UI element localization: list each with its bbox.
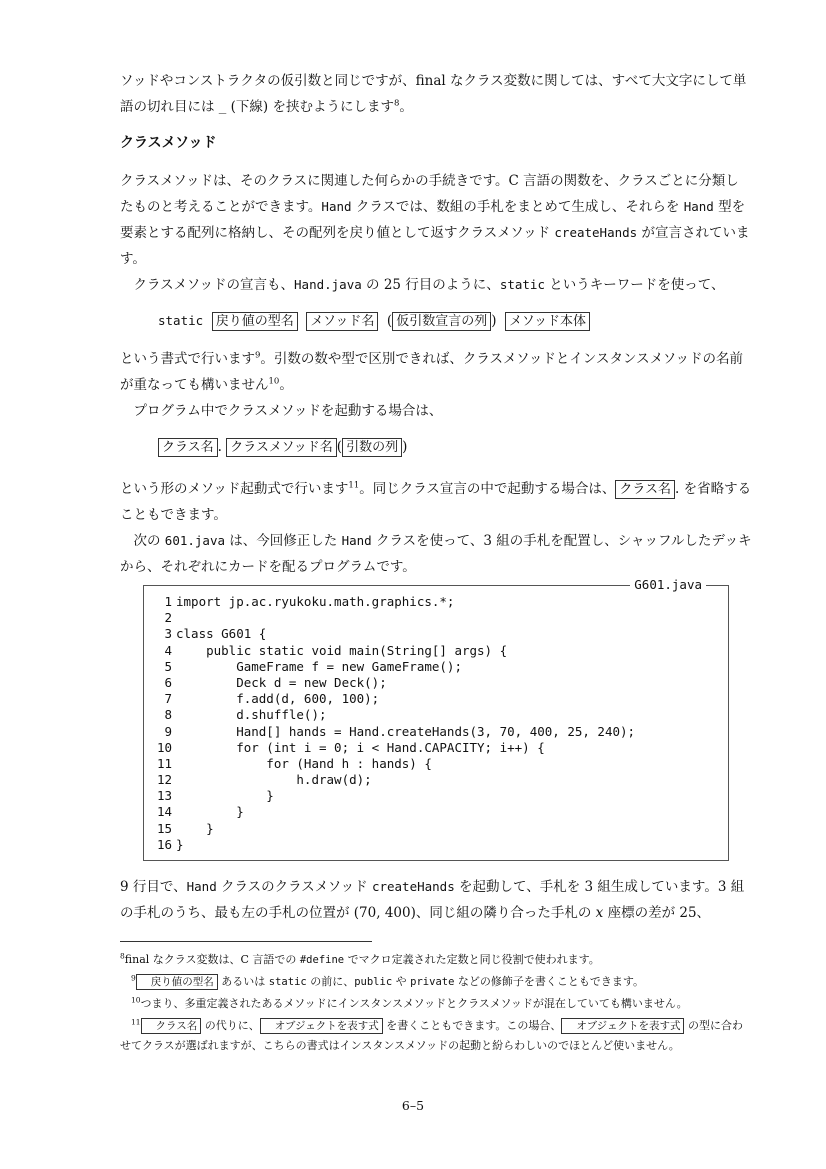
- line-number: 9: [164, 723, 172, 739]
- explanation-paragraph: [120, 874, 752, 926]
- code-text: for (Hand h : hands) {: [176, 755, 432, 771]
- format-paragraph: [120, 346, 752, 398]
- footnote-8-text-2: でマクロ定義された定数と同じ役割で使われます。: [344, 953, 600, 966]
- p7-text-1: 9 行目で、: [120, 879, 187, 895]
- footnote-11-text-1: の代りに、: [201, 1019, 260, 1032]
- open-paren-2: (: [336, 439, 343, 455]
- code-text: for (int i = 0; i < Hand.CAPACITY; i++) {: [176, 739, 545, 755]
- close-paren: ): [491, 313, 497, 329]
- line-number: 1: [164, 594, 172, 609]
- intro-text-2: (下線) を挟むようにします: [226, 99, 394, 115]
- p3-text-1: という書式で行います: [120, 351, 255, 367]
- p1-code-1: Hand: [321, 199, 352, 214]
- code-line: [150, 756, 635, 772]
- line-number: 14: [156, 804, 172, 820]
- line-number: 7: [164, 691, 172, 707]
- p7-text-4: 座標の差が 25、: [603, 905, 711, 921]
- code-line: [150, 740, 635, 756]
- code-line: [150, 821, 635, 837]
- p2-code-1: Hand.java: [294, 277, 362, 292]
- code-line: [150, 837, 635, 853]
- footnote-8: [120, 950, 752, 970]
- line-number: 2: [164, 610, 172, 626]
- footnote-9-text-3: や: [392, 975, 411, 988]
- invocation-paragraph: [120, 476, 752, 528]
- p1-text-3: 型を要素とする配列に格納し、その配列を戻り値として返すクラスメソッド: [120, 199, 746, 241]
- method-body-box: メソッド本体: [505, 312, 590, 331]
- code-text: f.add(d, 600, 100);: [176, 691, 380, 707]
- return-type-box: 戻り値の型名: [212, 312, 298, 331]
- p1-text-1: クラスメソッドは、そのクラスに関連した何らかの手続きです。C 言語の関数を、クラスごとに分類したものと考えることができます。: [120, 173, 739, 215]
- method-name-box: メソッド名: [306, 312, 378, 331]
- underscore-char: _: [218, 99, 227, 114]
- code-text: }: [176, 836, 184, 852]
- p6-text-3: クラスを使って、3 組の手札を配置し、シャッフルしたデッキから、それぞれにカードを配るプログラムです。: [120, 533, 752, 575]
- x-variable: x: [595, 905, 604, 921]
- code-line: [150, 788, 635, 804]
- code-line: [150, 610, 635, 626]
- line-number: 11: [156, 755, 172, 771]
- p2-text-1: クラスメソッドの宣言も、: [133, 277, 295, 293]
- invocation-syntax: [158, 438, 407, 457]
- p5-text-2: 。同じクラス宣言の中で起動する場合は、: [359, 481, 616, 497]
- footnote-11-text-3: の型に合わせてクラスが選ばれますが、こちらの書式はインスタンスメソッドの起動と紛らわしいのでほとんど使いません。: [120, 1019, 743, 1052]
- p1-code-3: createHands: [554, 225, 638, 240]
- p7-code-1: Hand: [186, 879, 217, 894]
- footnote-8-text-1: final なクラス変数は、C 言語での: [124, 953, 300, 966]
- footnote-11: [120, 1016, 752, 1056]
- p6-text-2: は、今回修正した: [225, 533, 342, 549]
- p3-text-2: 。引数の数や型で区別できれば、クラスメソッドとインスタンスメソッドの名前が重なっても構いません: [120, 351, 744, 393]
- p7-code-2: createHands: [371, 879, 455, 894]
- class-method-name-box: クラスメソッド名: [226, 438, 337, 457]
- code-line: [150, 772, 635, 788]
- code-text: }: [176, 820, 214, 836]
- code-line: [150, 804, 635, 820]
- footnote-ref-10[interactable]: 10: [268, 376, 280, 387]
- p1-text-2: クラスでは、数組の手札をまとめて生成し、それらを: [351, 199, 684, 215]
- intro-paragraph: [120, 68, 752, 120]
- line-number: 15: [156, 820, 172, 836]
- code-text: d.shuffle();: [176, 707, 327, 723]
- p5-text-3: . を省略することもできます。: [120, 481, 752, 523]
- footnote-9-code-2: public: [354, 976, 393, 988]
- declaration-paragraph: [120, 272, 752, 298]
- p2-code-2: static: [499, 277, 545, 292]
- line-number: 12: [156, 772, 172, 788]
- code-line: [150, 626, 635, 642]
- footnote-8-number: 8: [120, 951, 125, 961]
- param-list-box: 仮引数宣言の列: [392, 312, 491, 331]
- static-keyword: static: [158, 313, 204, 328]
- code-lines: [150, 594, 635, 853]
- invocation-intro: プログラム中でクラスメソッドを起動する場合は、: [133, 403, 443, 419]
- footnote-9-number: 9: [131, 973, 136, 983]
- footnote-11-text-2: を書くこともできます。この場合、: [382, 1019, 562, 1032]
- p6-code-2: Hand: [341, 533, 372, 548]
- code-text: Hand[] hands = Hand.createHands(3, 70, 400, 25, 240);: [176, 723, 636, 739]
- code-text: }: [176, 804, 244, 820]
- p1-code-2: Hand: [683, 199, 714, 214]
- line-number: 10: [156, 739, 172, 755]
- footnote-9-code-1: static: [268, 976, 307, 988]
- code-text: }: [176, 788, 274, 804]
- code-line: [150, 675, 635, 691]
- p7-text-2: クラスのクラスメソッド: [216, 879, 372, 895]
- open-paren: (: [386, 313, 393, 329]
- footnote-ref-8[interactable]: 8: [393, 98, 400, 109]
- footnote-ref-11[interactable]: 11: [348, 480, 360, 491]
- intro-text-1: ソッドやコンストラクタの仮引数と同じですが、final なクラス変数に関しては、すべて大文字にして単語の切れ目には: [120, 73, 747, 115]
- class-name-box: クラス名: [158, 438, 218, 457]
- footnote-9-text-4: などの修飾子を書くこともできます。: [454, 975, 645, 988]
- intro-text-3: 。: [399, 99, 413, 115]
- footnote-10: [120, 994, 752, 1014]
- footnote-11-number: 11: [131, 1017, 141, 1027]
- declaration-syntax: [158, 312, 590, 331]
- p2-text-3: というキーワードを使って、: [544, 277, 725, 293]
- footnote-9: [120, 972, 752, 992]
- footnote-11-box-1: クラス名: [141, 1018, 202, 1034]
- footnote-11-box-2: オブジェクトを表す式: [260, 1018, 383, 1034]
- program-intro-paragraph: [120, 528, 752, 580]
- close-paren-2: ): [402, 439, 408, 455]
- code-text: public static void main(String[] args) {: [176, 642, 508, 658]
- class-method-paragraph: [120, 168, 752, 272]
- p6-text-1: 次の: [133, 533, 165, 549]
- footnote-10-number: 10: [131, 995, 141, 1005]
- footnote-rule: [120, 941, 372, 942]
- code-text: GameFrame f = new GameFrame();: [176, 658, 462, 674]
- p2-text-2: の 25 行目のように、: [361, 277, 500, 293]
- footnote-11-box-3: オブジェクトを表す式: [561, 1018, 684, 1034]
- code-listing-title: G601.java: [630, 577, 706, 593]
- section-heading: クラスメソッド: [120, 135, 217, 151]
- dot: .: [217, 439, 222, 455]
- footnote-ref-9[interactable]: 9: [255, 350, 261, 361]
- p6-code-1: 601.java: [164, 533, 226, 548]
- line-number: 4: [164, 642, 172, 658]
- p5-text-1: という形のメソッド起動式で行います: [120, 481, 349, 497]
- class-name-box-inline: クラス名: [615, 480, 675, 499]
- footnote-8-code: #define: [299, 954, 345, 966]
- footnote-10-text: つまり、多重定義されたあるメソッドにインスタンスメソッドとクラスメソッドが混在していても構いません。: [140, 997, 688, 1010]
- footnote-9-text-2: の前に、: [306, 975, 355, 988]
- footnote-9-code-3: private: [410, 976, 455, 988]
- footnote-9-box: 戻り値の型名: [136, 974, 218, 990]
- code-text: Deck d = new Deck();: [176, 674, 387, 690]
- p1-text-4: が宣言されています。: [120, 225, 750, 267]
- line-number: 5: [164, 658, 172, 674]
- line-number: 16: [156, 836, 172, 852]
- arg-list-box: 引数の列: [342, 438, 402, 457]
- line-number: 3: [164, 626, 172, 642]
- code-text: h.draw(d);: [176, 772, 372, 788]
- code-line: [150, 707, 635, 723]
- line-number: 6: [164, 674, 172, 690]
- p7-text-3: を起動して、手札を 3 組生成しています。3 組の手札のうち、最も左の手札の位置が (70, 400)、同じ組の隣り合った手札の: [120, 879, 745, 921]
- code-text: import jp.ac.ryukoku.math.graphics.*;: [176, 594, 455, 609]
- line-number: 13: [156, 788, 172, 804]
- line-number: 8: [164, 707, 172, 723]
- footnote-9-text-1: あるいは: [217, 975, 269, 988]
- code-line: [150, 724, 635, 740]
- code-text: class G601 {: [176, 626, 267, 642]
- code-line: [150, 643, 635, 659]
- code-line: [150, 594, 635, 610]
- page-number: 6–5: [401, 1098, 425, 1113]
- code-line: [150, 659, 635, 675]
- p3-text-3: 。: [279, 377, 293, 393]
- code-line: [150, 691, 635, 707]
- code-listing: [143, 577, 729, 861]
